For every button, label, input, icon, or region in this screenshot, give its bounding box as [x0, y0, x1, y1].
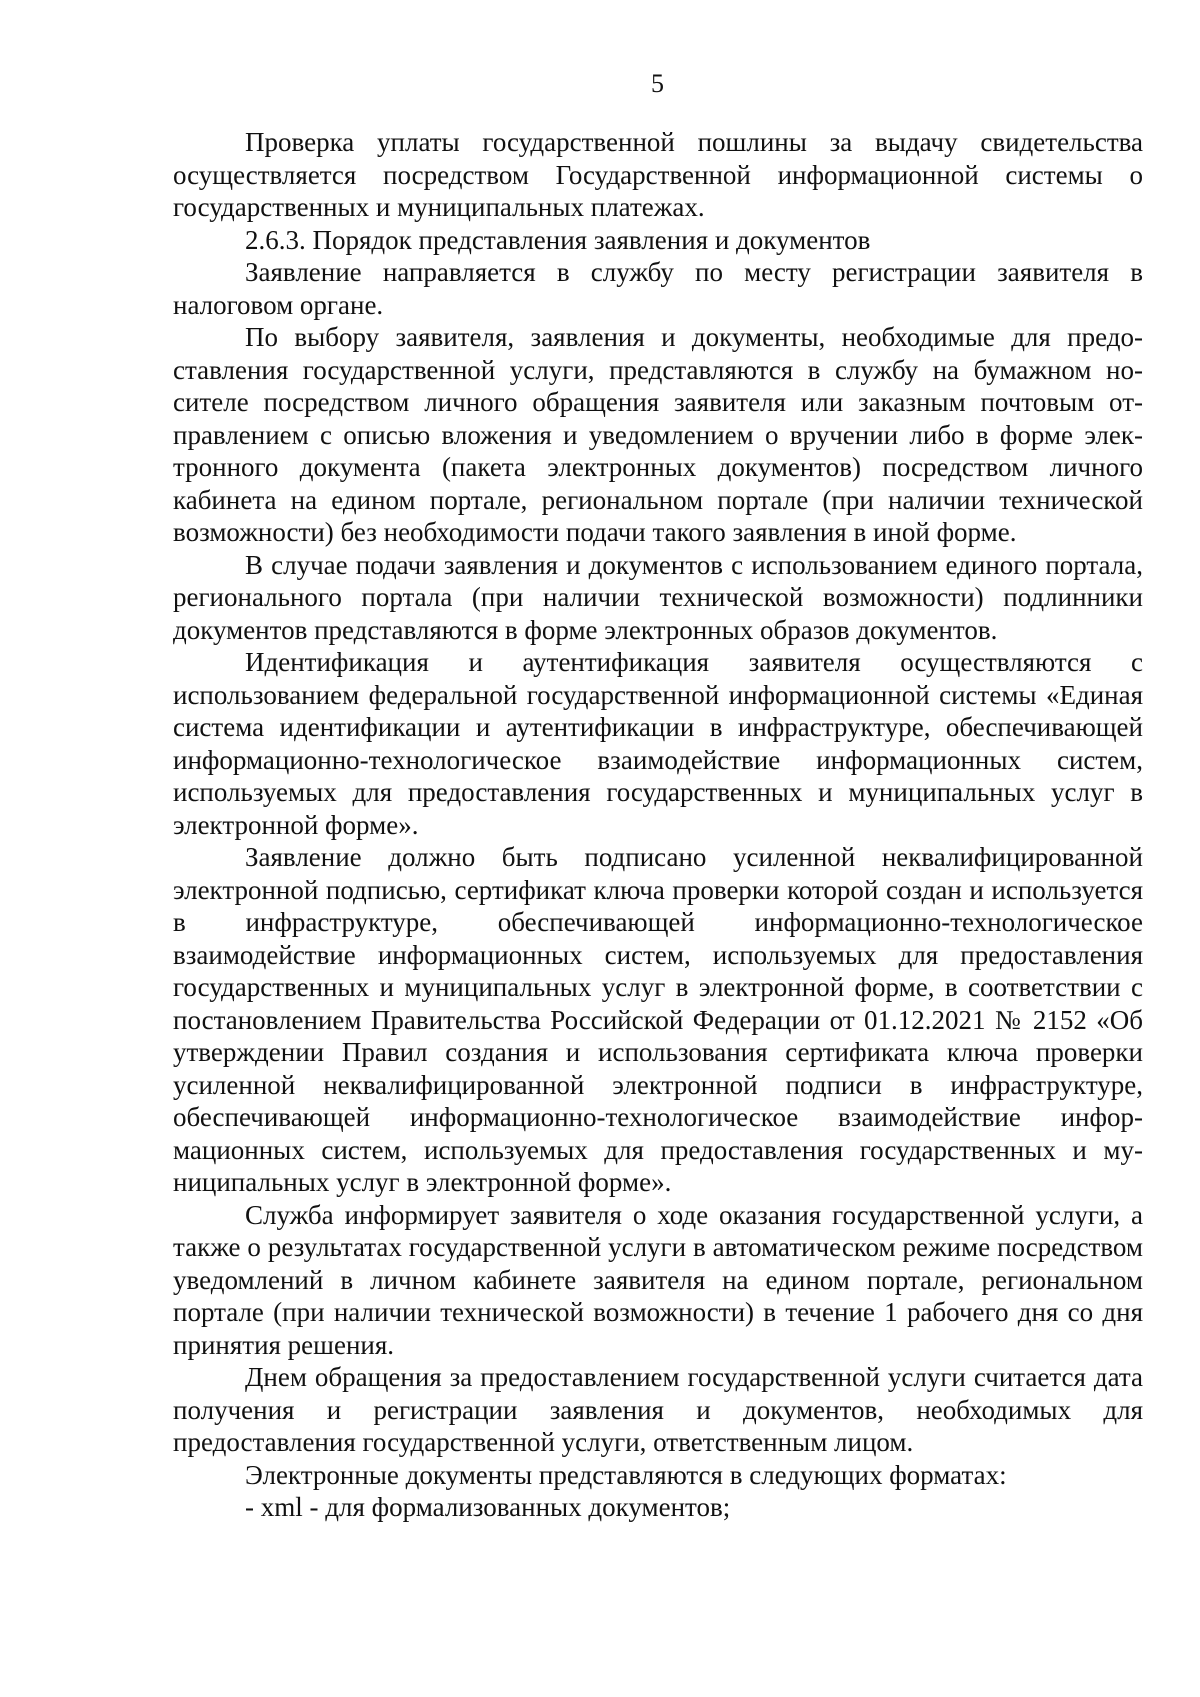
list-item-xml: - xml - для формализованных документов;: [245, 1492, 731, 1522]
paragraph-notification: Служба информирует заявителя о ходе оказания государственной услуги, а также о результатах государственной услуги в автоматическом режиме посредством уведомлений в личном кабинете заявителя на едином портале, региональном портале (при наличии технической возможности) в течение 1 рабочего дня со дня принятия решения.: [173, 1199, 1143, 1360]
page-number: 5: [651, 69, 664, 98]
paragraph-formats-intro: Электронные документы представляются в следующих форматах:: [245, 1459, 1007, 1490]
paragraph-portal-originals: В случае подачи заявления и документов с использованием единого портала, регионального портала (при наличии технической возможности) подлинники документов представляются в форме электронных образов документов.: [173, 549, 1143, 645]
section-heading-2-6-3: 2.6.3. Порядок представления заявления и документов: [245, 224, 871, 255]
paragraph-identification: Идентификация и аутентификация заявителя осуществляются с использованием федеральной государственной информационной системы «Единая система идентификации и аутентификации в инфраструктуре, обеспечивающей информационно-технологическое взаимодействие информационных систем, используемых для предоставления государственных и муниципальных услуг в электронной форме».: [173, 647, 1143, 840]
document-body: [173, 126, 1143, 1524]
paragraph-fee-verification: Проверка уплаты государственной пошлины за выдачу свидетельства осуществляется посредством Государственной информационной системы о государственных и муниципальных платежах.: [173, 127, 1143, 222]
paragraph-application-date: Днем обращения за предоставлением государственной услуги считается дата получения и регистрации заявления и документов, необходимых для предоставления государственной услуги, ответственным лицом.: [173, 1362, 1143, 1457]
paragraph-electronic-signature: Заявление должно быть подписано усиленной неквалифицированной электронной подписью, сертификат ключа проверки которой создан и используется в инфраструктуре, обеспечивающей информационно-технологическое взаимодействие информационных систем, используемых для предоставления государственных и муниципальных услуг в электронной форме, в соответствии с постановлением Правительства Российской Федерации от 01.12.2021 № 2152 «Об утверждении Правил создания и использования сертификата ключа проверки усиленной неквалифицированной электронной подписи в инфраструктуре, обеспечивающей информационно-технологическое взаимодействие информационных систем, используемых для предоставления государственных и муниципальных услуг в электронной форме».: [173, 842, 1143, 1197]
paragraph-submission-methods: По выбору заявителя, заявления и документы, необходимые для предоставления государственной услуги, представляются в службу на бумажном носителе посредством личного обращения заявителя или заказным почтовым отправлением с описью вложения и уведомлением о вручении либо в форме электронного документа (пакета электронных документов) посредством личного кабинета на едином портале, региональном портале (при наличии технической возможности) без необходимости подачи такого заявления в иной форме.: [173, 322, 1143, 547]
paragraph-submission-place: Заявление направляется в службу по месту регистрации заявителя в налоговом органе.: [173, 257, 1143, 320]
